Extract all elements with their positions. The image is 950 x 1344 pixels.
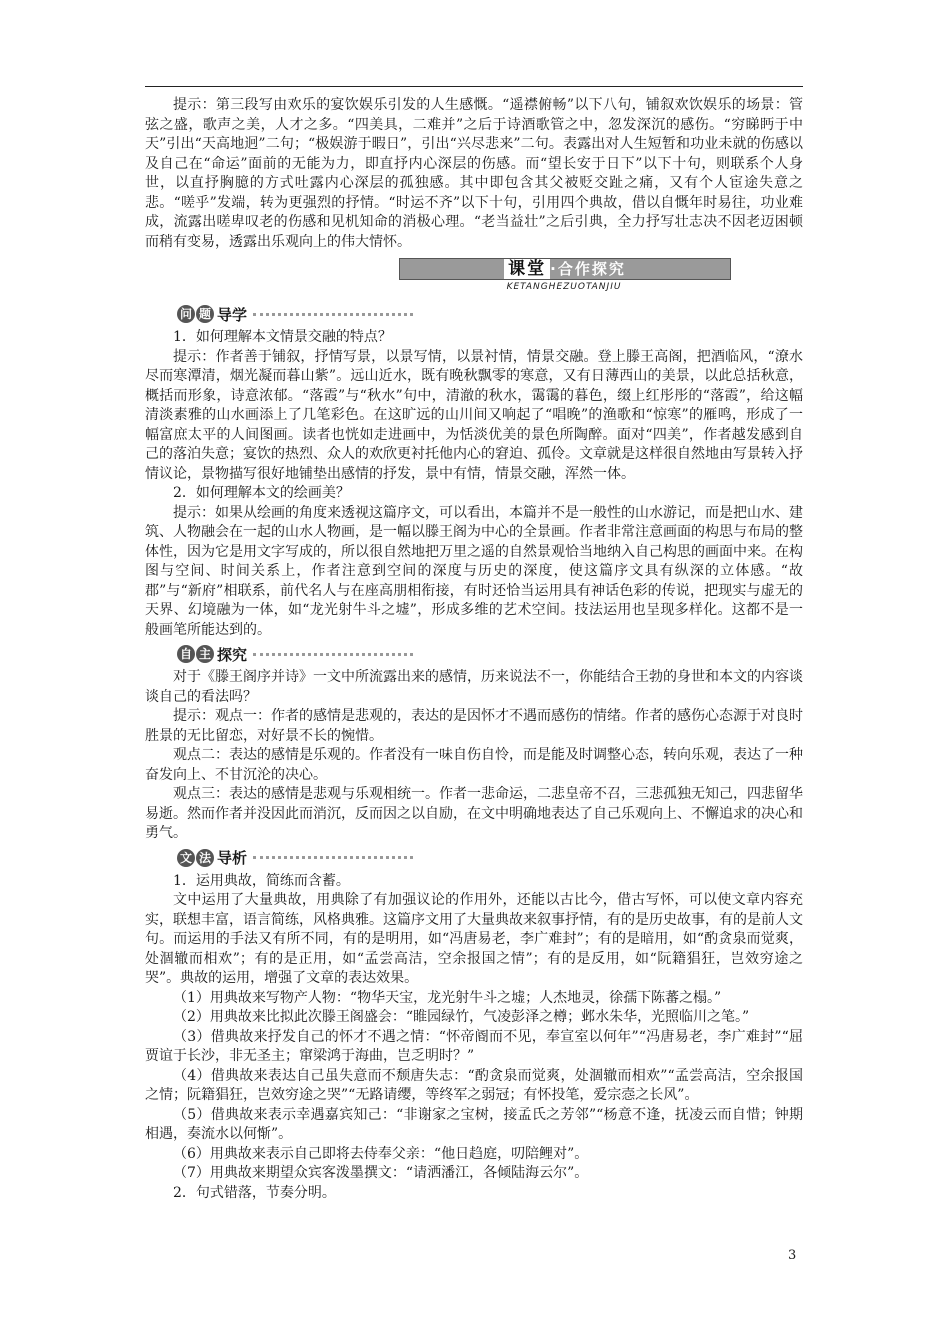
paragraph: 2．句式错落，节奏分明。	[173, 1184, 336, 1201]
heading-badge: 主	[196, 645, 214, 663]
dotted-rule	[253, 856, 413, 859]
paragraph: 观点三：表达的感情是悲观与乐观相统一。作者一悲命运，二悲皇帝不召，三悲孤独无知己，四悲留华易逝。然而作者并没因此而消沉，反而因之以自励，在文中明确地表达了自己乐观向上、不懈追求的决心和勇气。	[145, 786, 803, 841]
section-heading-zizhu	[177, 642, 803, 666]
paragraph: （2）用典故来比拟此次滕王阁盛会：“睢园绿竹，气凌彭泽之樽；邺水朱华，光照临川之笔。”	[173, 1009, 750, 1025]
banner-title-a: 课堂	[504, 259, 550, 279]
paragraph: （4）借典故来表达自己虽失意而不颓唐失志：“酌贪泉而觉爽，处涸辙而相欢”“孟尝高洁，空余报国之情；阮籍猖狂，岂效穷途之哭”“无路请缨，等终军之弱冠；有怀投笔，爱宗悫之长风”。	[145, 1067, 803, 1103]
paragraph: 对于《滕王阁序并诗》一文中所流露出来的感情，历来说法不一，你能结合王勃的身世和本文的内容谈谈自己的看法吗？	[145, 669, 803, 705]
section-banner	[145, 258, 803, 296]
heading-badge: 问	[177, 305, 195, 323]
dotted-rule	[253, 653, 413, 656]
paragraph: （5）借典故来表示幸遇嘉宾知己：“非谢家之宝树，接孟氏之芳邻”“杨意不逢，抚凌云而自惜；钟期相遇，奏流水以何惭”。	[145, 1106, 803, 1142]
paragraph: （3）借典故来抒发自己的怀才不遇之情：“怀帝阍而不见，奉宣室以何年”“冯唐易老，李广难封”“屈贾谊于长沙，非无圣主；窜梁鸿于海曲，岂乏明时？”	[145, 1028, 803, 1064]
heading-label: 探究	[217, 645, 248, 664]
paragraph: 观点二：表达的感情是乐观的。作者没有一味自伤自怜，而是能及时调整心态，转向乐观，表达了一种奋发向上、不甘沉沦的决心。	[145, 747, 803, 783]
banner-dot: ·	[550, 260, 558, 278]
banner-subtitle: KETANGHEZUOTANJIU	[506, 282, 622, 292]
paragraph: 提示：观点一：作者的感情是悲观的，表达的是因怀才不遇而感伤的情绪。作者的感伤心态源于对良时胜景的无比留恋，对好景不长的惋惜。	[145, 708, 803, 744]
heading-label: 导学	[217, 305, 248, 324]
banner-title	[399, 258, 731, 280]
page-content	[145, 96, 803, 1203]
page-number: 3	[788, 1248, 797, 1263]
heading-badge: 法	[196, 849, 214, 867]
paragraph: 1．如何理解本文情景交融的特点？	[173, 329, 392, 345]
heading-badge: 自	[177, 645, 195, 663]
paragraph: 文中运用了大量典故，用典除了有加强议论的作用外，还能以古比今，借古写怀，可以使文章内容充实，联想丰富，语言简练，风格典雅。这篇序文用了大量典故来叙事抒情，有的是历史故事，有的是前人文句。而运用的手法又有所不同，有的是明用，如“冯唐易老，李广难封”；有的是暗用，如“酌贪泉而觉爽，处涸辙而相欢”；有的是正用，如“孟尝高洁，空余报国之情”；有的是反用，如“阮籍猖狂，岂效穷途之哭”。典故的运用，增强了文章的表达效果。	[145, 892, 803, 986]
paragraph: （6）用典故来表示自己即将去侍奉父亲：“他日趋庭，叨陪鲤对”。	[173, 1145, 589, 1162]
section-heading-wenfa	[177, 846, 803, 870]
dotted-rule	[253, 313, 413, 316]
paragraph: 1．运用典故，简练而含蓄。	[173, 872, 350, 889]
heading-badge: 文	[177, 849, 195, 867]
section-heading-wenti	[177, 302, 803, 326]
header-rule	[145, 86, 803, 87]
paragraph: 2．如何理解本文的绘画美？	[173, 485, 350, 501]
paragraph: （7）用典故来期望众宾客泼墨撰文：“请洒潘江，各倾陆海云尔”。	[173, 1165, 589, 1181]
paragraph: （1）用典故来写物产人物：“物华天宝，龙光射牛斗之墟；人杰地灵，徐孺下陈蕃之榻。”	[173, 989, 722, 1006]
heading-label: 导析	[217, 849, 248, 867]
paragraph: 提示：如果从绘画的角度来透视这篇序文，可以看出，本篇并不是一般性的山水游记，而是把山水、建筑、人物融会在一起的山水人物画，是一幅以滕王阁为中心的全景画。作者非常注意画面的构思与布局的整体性，因为它是用文字写成的，所以很自然地把万里之遥的自然景观恰当地纳入自己构思的画面中来。在构图与空间、时间关系上，作者注意到空间的深度与历史的深度，使这篇序文具有纵深的立体感。“故郡”与“新府”相联系，前代名人与在座高朋相衔接，有时还恰当运用具有神话色彩的传说，把现实与虚无的天界、幻境融为一体，如“龙光射牛斗之墟”，形成多维的艺术空间。技法运用也呈现多样化。这都不是一般画笔所能达到的。	[145, 504, 803, 638]
banner-title-b: 合作探究	[557, 260, 626, 278]
paragraph: 提示：作者善于铺叙，抒情写景，以景写情，以景衬情，情景交融。登上滕王高阁，把酒临风，“潦水尽而寒潭清，烟光凝而暮山紫”。远山近水，既有晚秋飘零的寒意，又有日薄西山的美景，以此总括秋意，概括而形象，诗意浓郁。“落霞”与“秋水”句中，清澈的秋水，霭霭的暮色，缀上红彤彤的“落霞”，给这幅清淡素雅的山水画添上了几笔彩色。在这旷远的山川间又响起了“唱晚”的渔歌和“惊寒”的雁鸣，形成了一幅富庶太平的人间图画。读者也恍如走进画中，为恬淡优美的景色所陶醉。面对“四美”，作者越发感到自己的落泊失意；宴饮的热烈、众人的欢欣更衬托他内心的窘迫、孤伶。文章就是这样很自然地由写景转入抒情议论，景物描写很好地铺垫出感情的抒发，景中有情，情景交融，浑然一体。	[145, 348, 803, 482]
intro-paragraph: 提示：第三段写由欢乐的宴饮娱乐引发的人生感慨。“遥襟俯畅”以下八句，铺叙欢饮娱乐的场景：管弦之盛，歌声之美，人才之多。“四美具，二难并”之后于诗酒歌管之中，忽发深沉的感伤。“穷睇眄于中天”引出“天高地迥”二句；“极娱游于暇日”，引出“兴尽悲来”二句。表露出对人生短暂和功业未就的伤感以及自己在“命运”面前的无能为力，即直抒内心深层的伤感。而“望长安于日下”以下十句，则联系个人身世，以直抒胸臆的方式吐露内心深层的孤独感。其中即包含其父被贬交趾之痛，又有个人宦途失意之悲。“嗟乎”发端，转为更强烈的抒情。“时运不齐”以下十句，引用四个典故，借以自慨年时易往，功业难成，流露出嗟卑叹老的伤感和见机知命的消极心理。“老当益壮”之后引典，全力抒写壮志决不因老迈困顿而稍有变易，透露出乐观向上的伟大情怀。	[145, 97, 803, 250]
heading-badge: 题	[196, 305, 214, 323]
